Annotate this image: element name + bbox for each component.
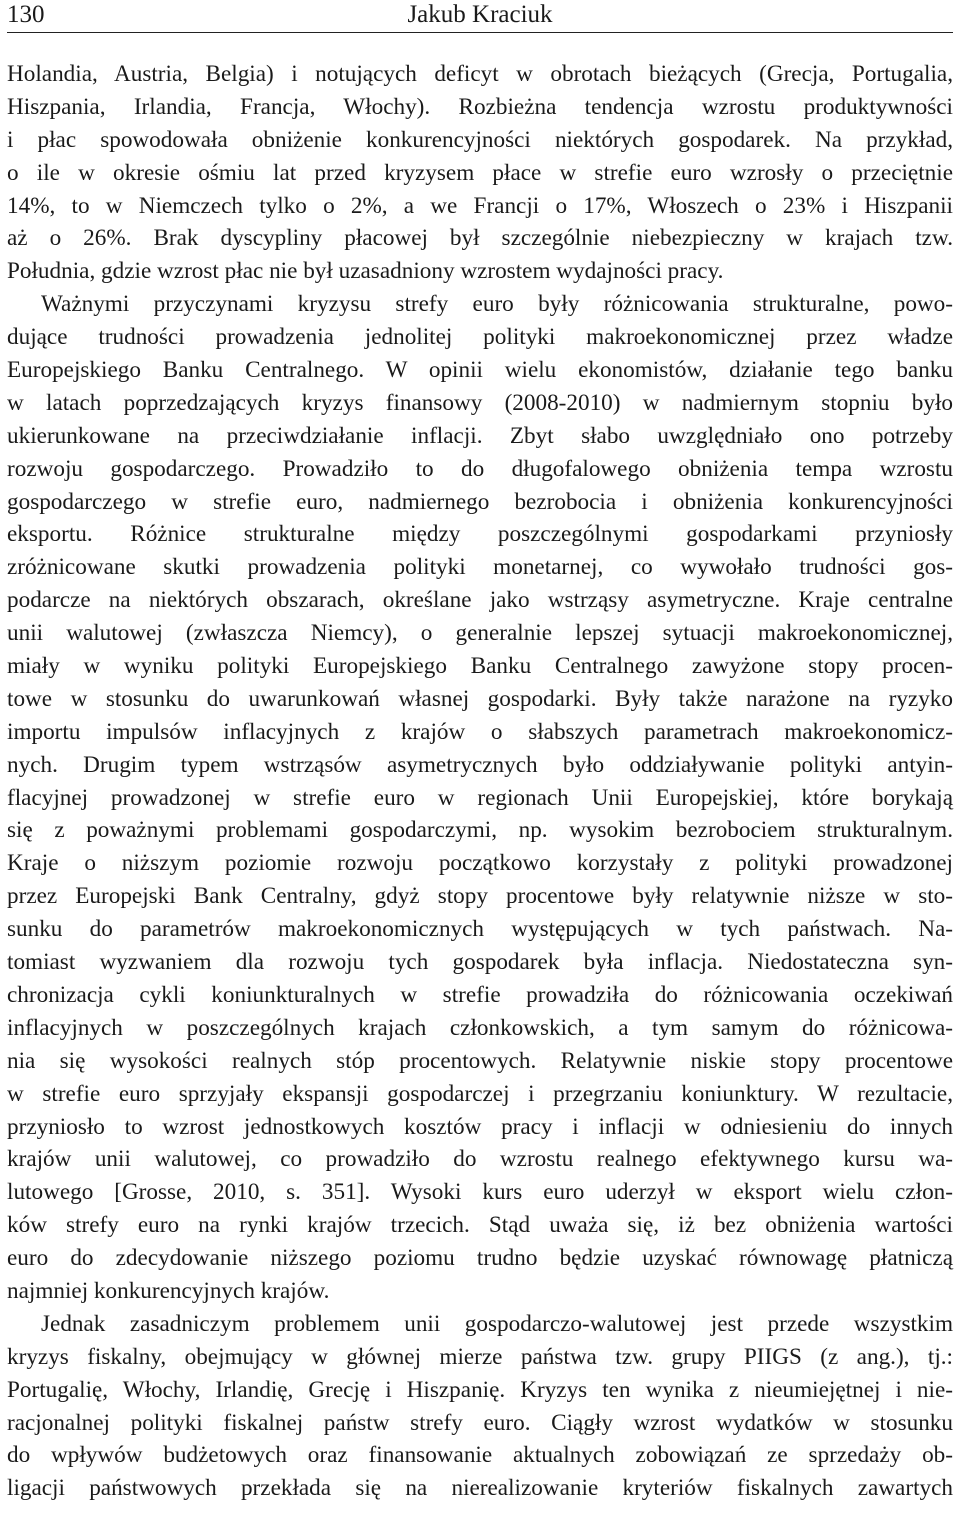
text-line: aż o 26%. Brak dyscypliny płacowej był szczególnie niebezpieczny w krajach tzw. <box>7 225 953 252</box>
text-line: euro do zdecydowanie niższego poziomu trudno będzie uzyskać równowagę płatniczą <box>7 1245 953 1272</box>
text-line: rozwoju gospodarczego. Prowadziło to do długofalowego obniżenia tempa wzrostu <box>7 455 953 482</box>
text-line: gospodarczego w strefie euro, nadmiernego bezrobocia i obniżenia konkurencyjności <box>7 488 953 515</box>
text-line: ków strefy euro na rynki krajów trzecich. Stąd uważa się, iż bez obniżenia wartości <box>7 1212 953 1239</box>
text-line: sunku do parametrów makroekonomicznych występujących w tych państwach. Na- <box>7 916 953 943</box>
text-line: unii walutowej (zwłaszcza Niemcy), o generalnie lepszej sytuacji makroekonomicznej, <box>7 620 953 647</box>
text-line: Kraje o niższym poziomie rozwoju początkowo korzystały z polityki prowadzonej <box>7 850 953 877</box>
text-line: najmniej konkurencyjnych krajów. <box>7 1277 330 1304</box>
text-line: przyniosło to wzrost jednostkowych kosztów pracy i inflacji w odniesieniu do innych <box>7 1113 953 1140</box>
text-line: lutowego [Grosse, 2010, s. 351]. Wysoki kurs euro uderzył w eksport wielu człon- <box>7 1179 953 1206</box>
text-line: Południa, gdzie wzrost płac nie był uzasadniony wzrostem wydajności pracy. <box>7 258 724 285</box>
text-line: 14%, to w Niemczech tylko o 2%, a we Francji o 17%, Włoszech o 23% i Hiszpanii <box>7 192 953 219</box>
text-line: do wpływów budżetowych oraz finansowanie aktualnych zobowiązań ze sprzedaży ob- <box>7 1442 953 1469</box>
text-line: podarcze na niektórych obszarach, określane jako wstrząsy asymetryczne. Kraje centralne <box>7 587 953 614</box>
text-line: i płac spowodowała obniżenie konkurencyjności niektórych gospodarek. Na przykład, <box>7 126 953 153</box>
text-line: dujące trudności prowadzenia jednolitej polityki makroekonomicznej przez władze <box>7 324 953 351</box>
text-line: Ważnymi przyczynami kryzysu strefy euro były różnicowania strukturalne, powo- <box>41 291 953 318</box>
running-head <box>7 0 953 33</box>
text-line: inflacyjnych w poszczególnych krajach członkowskich, a tym samym do różnicowa- <box>7 1014 953 1041</box>
text-line: zróżnicowane skutki prowadzenia polityki monetarnej, co wywołało trudności gos- <box>7 554 953 581</box>
text-line: Portugalię, Włochy, Irlandię, Grecję i Hiszpanię. Kryzys ten wynika z nieumiejętnej i nie- <box>7 1376 953 1403</box>
text-line: nia się wysokości realnych stóp procentowych. Relatywnie niskie stopy procentowe <box>7 1047 953 1074</box>
text-line: towe w stosunku do uwarunkowań własnej gospodarki. Były także narażone na ryzyko <box>7 685 953 712</box>
text-line: w strefie euro sprzyjały ekspansji gospodarczej i przegrzaniu koniunktury. W rezultacie, <box>7 1080 953 1107</box>
text-line: o ile w okresie ośmiu lat przed kryzysem płace w strefie euro wzrosły o przeciętnie <box>7 159 953 186</box>
text-line: kryzys fiskalny, obejmujący w głównej mierze państwa tzw. grupy PIIGS (z ang.), tj.: <box>7 1343 953 1370</box>
text-line: importu impulsów inflacyjnych z krajów o słabszych parametrach makroekonomicz- <box>7 718 953 745</box>
text-line: eksportu. Różnice strukturalne między poszczególnymi gospodarkami przyniosły <box>7 521 953 548</box>
text-line: miały w wyniku polityki Europejskiego Banku Centralnego zawyżone stopy procen- <box>7 653 953 680</box>
body-text <box>7 58 953 1505</box>
text-line: chronizacja cykli koniunkturalnych w strefie prowadziła do różnicowania oczekiwań <box>7 981 953 1008</box>
text-line: krajów unii walutowej, co prowadziło do wzrostu realnego efektywnego kursu wa- <box>7 1146 953 1173</box>
text-line: Hiszpania, Irlandia, Francja, Włochy). Rozbieżna tendencja wzrostu produktywności <box>7 93 953 120</box>
text-line: przez Europejski Bank Centralny, gdyż stopy procentowe były relatywnie niższe w sto- <box>7 883 953 910</box>
running-head-author: Jakub Kraciuk <box>407 1 553 28</box>
page-number: 130 <box>7 1 45 28</box>
text-line: Europejskiego Banku Centralnego. W opinii wielu ekonomistów, działanie tego banku <box>7 357 953 384</box>
text-line: się z poważnymi problemami gospodarczymi, np. wysokim bezrobociem strukturalnym. <box>7 817 953 844</box>
text-line: Holandia, Austria, Belgia) i notujących deficyt w obrotach bieżących (Grecja, Portugalia, <box>7 61 953 87</box>
text-line: w latach poprzedzających kryzys finansowy (2008-2010) w nadmiernym stopniu było <box>7 389 953 416</box>
text-line: nych. Drugim typem wstrząsów asymetrycznych było oddziaływanie polityki antyin- <box>7 751 953 778</box>
text-line: Jednak zasadniczym problemem unii gospodarczo-walutowej jest przede wszystkim <box>41 1310 953 1337</box>
text-line: ligacji państwowych przekłada się na nierealizowanie kryteriów fiskalnych zawartych <box>7 1475 953 1502</box>
text-line: flacyjnej prowadzonej w strefie euro w regionach Unii Europejskiej, które borykają <box>7 784 953 811</box>
document-page <box>7 0 953 1517</box>
text-line: racjonalnej polityki fiskalnej państw strefy euro. Ciągły wzrost wydatków w stosunku <box>7 1409 953 1436</box>
text-line: ukierunkowane na przeciwdziałanie inflacji. Zbyt słabo uwzględniało ono potrzeby <box>7 422 953 449</box>
text-line: tomiast wyzwaniem dla rozwoju tych gospodarek była inflacja. Niedostateczna syn- <box>7 949 953 976</box>
